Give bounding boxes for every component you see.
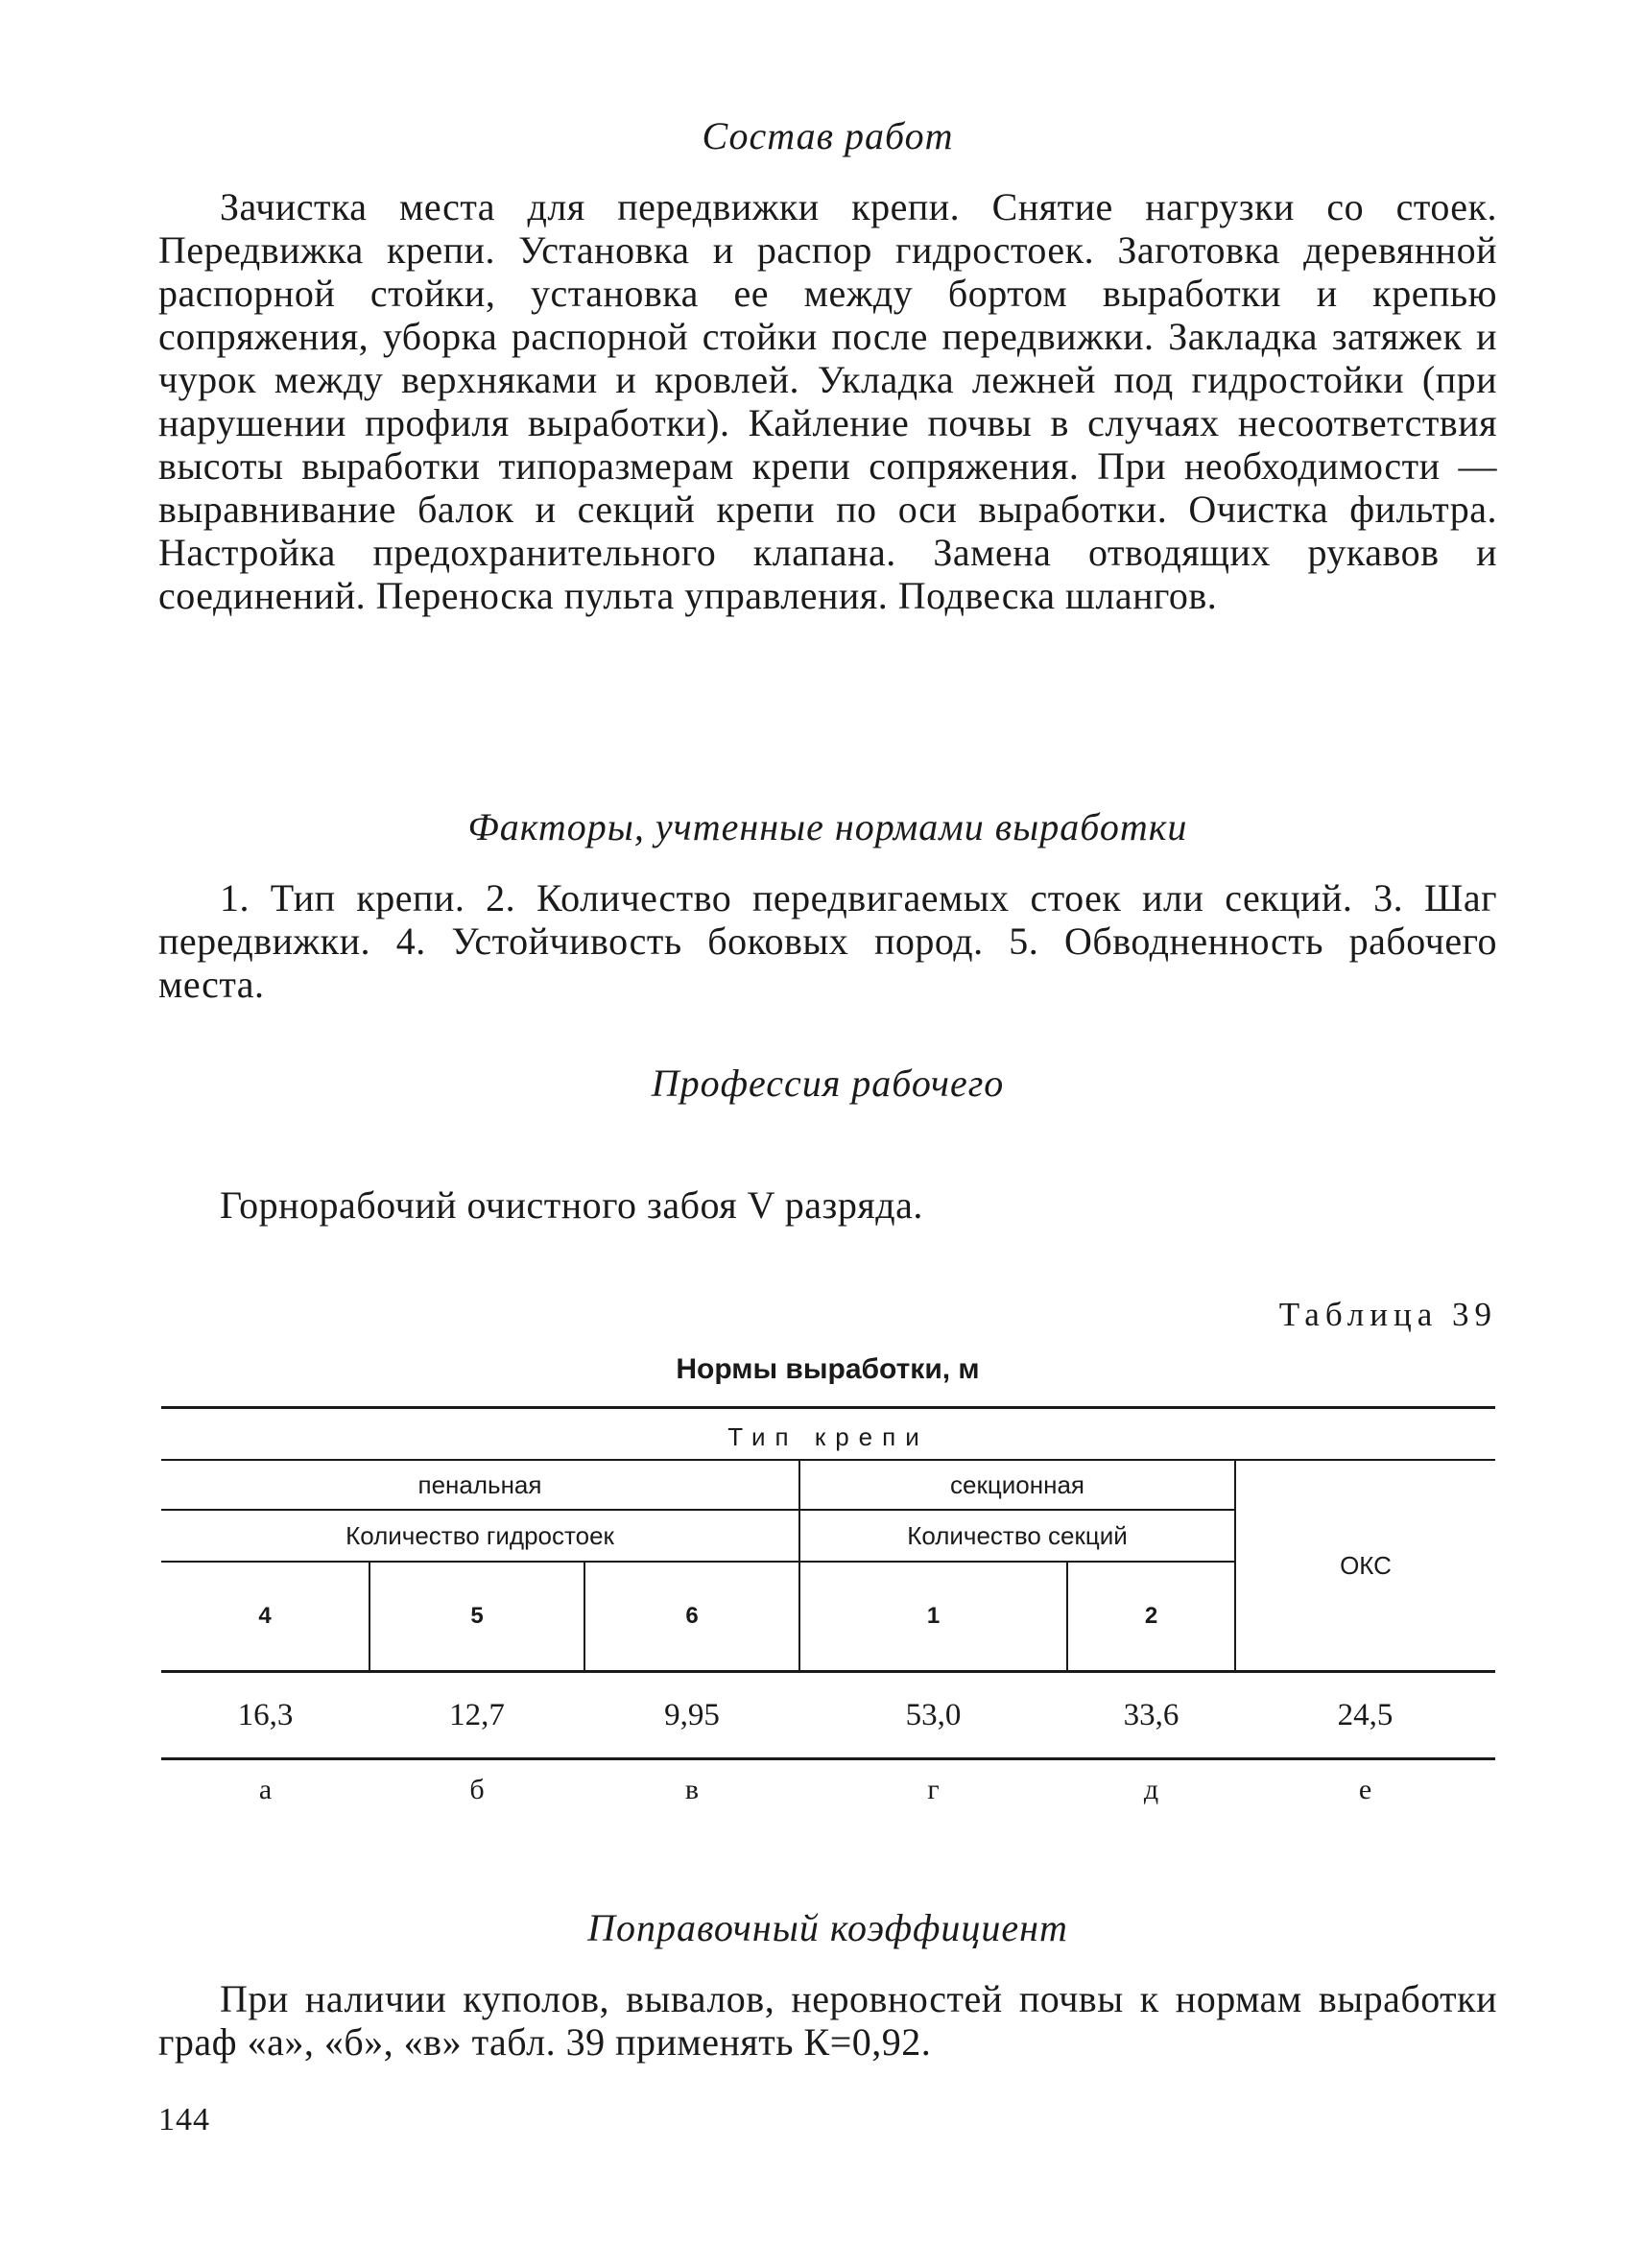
table-title: Нормы выработки, м	[676, 1353, 980, 1385]
table-cell-value: 12,7	[369, 1672, 584, 1759]
column-number: 6	[584, 1562, 799, 1672]
column-number: 1	[799, 1562, 1067, 1672]
column-number: 4	[161, 1562, 369, 1672]
table-cell-value: 53,0	[799, 1672, 1067, 1759]
table-group-row	[161, 1460, 1495, 1510]
table-cell-letter: г	[927, 1774, 940, 1805]
table-cell-letter: в	[684, 1774, 700, 1805]
norms-table	[161, 1406, 1495, 1820]
table-cell-value: 16,3	[161, 1672, 369, 1759]
table-cell-value: 9,95	[584, 1672, 799, 1759]
heading-correction: Поправочный коэффициент	[587, 1906, 1068, 1949]
paragraph-work-composition: Зачистка места для передвижки крепи. Снятие нагрузки со стоек. Передвижка крепи. Установка и распор гидростоек. Заготовка деревянной распорной стойки, установка ее между бортом выработки и крепью сопряжения, уборка распорной стойки после передвижки. Закладка затяжек и чурок между верхняками и кровлей. Укладка лежней под гидростойки (при нарушении профиля выработки). Кайление почвы в случаях несоответствия высоты выработки типоразмерам крепи сопряжения. При необходимости — выравнивание балок и секций крепи по оси выработки. Очистка фильтра. Настройка предохранительного клапана. Замена отводящих рукавов и соединений. Переноска пульта управления. Подвеска шлангов.	[158, 185, 1497, 617]
heading-factors: Факторы, учтенные нормами выработки	[467, 805, 1188, 848]
table-letter-row	[161, 1759, 1495, 1821]
heading-profession: Профессия рабочего	[651, 1062, 1005, 1105]
header-sub-section: Количество секций	[799, 1510, 1235, 1562]
header-group-section: секционная	[799, 1460, 1235, 1510]
table-cell-letter: е	[1358, 1774, 1372, 1805]
header-oks: ОКС	[1235, 1460, 1495, 1672]
heading-work-composition: Состав работ	[702, 114, 954, 157]
header-sub-penal: Количество гидростоек	[161, 1510, 799, 1562]
table-data-row	[161, 1672, 1495, 1759]
table-cell-value: 33,6	[1067, 1672, 1235, 1759]
header-group-penal: пенальная	[161, 1460, 799, 1510]
table-header-row	[161, 1415, 1495, 1460]
table-cell-value: 24,5	[1235, 1672, 1495, 1759]
table-cell-letter: б	[469, 1774, 485, 1805]
header-support-type: Тип крепи	[161, 1415, 1495, 1460]
column-number: 2	[1067, 1562, 1235, 1672]
page-number: 144	[158, 2102, 210, 2137]
table-caption: Таблица 39	[1278, 1296, 1497, 1333]
table-cell-letter: а	[258, 1774, 273, 1805]
column-number: 5	[369, 1562, 584, 1672]
paragraph-factors: 1. Тип крепи. 2. Количество передвигаемых стоек или секций. 3. Шаг передвижки. 4. Устойчивость боковых пород. 5. Обводненность рабочего места.	[158, 876, 1497, 1006]
paragraph-profession: Горнорабочий очистного забоя V разряда.	[220, 1183, 923, 1227]
table-top-rule	[161, 1408, 1495, 1416]
table-cell-letter: д	[1143, 1774, 1159, 1805]
paragraph-correction: При наличии куполов, вывалов, неровностей почвы к нормам выработки граф «а», «б», «в» табл. 39 применять К=0,92.	[158, 1977, 1497, 2064]
